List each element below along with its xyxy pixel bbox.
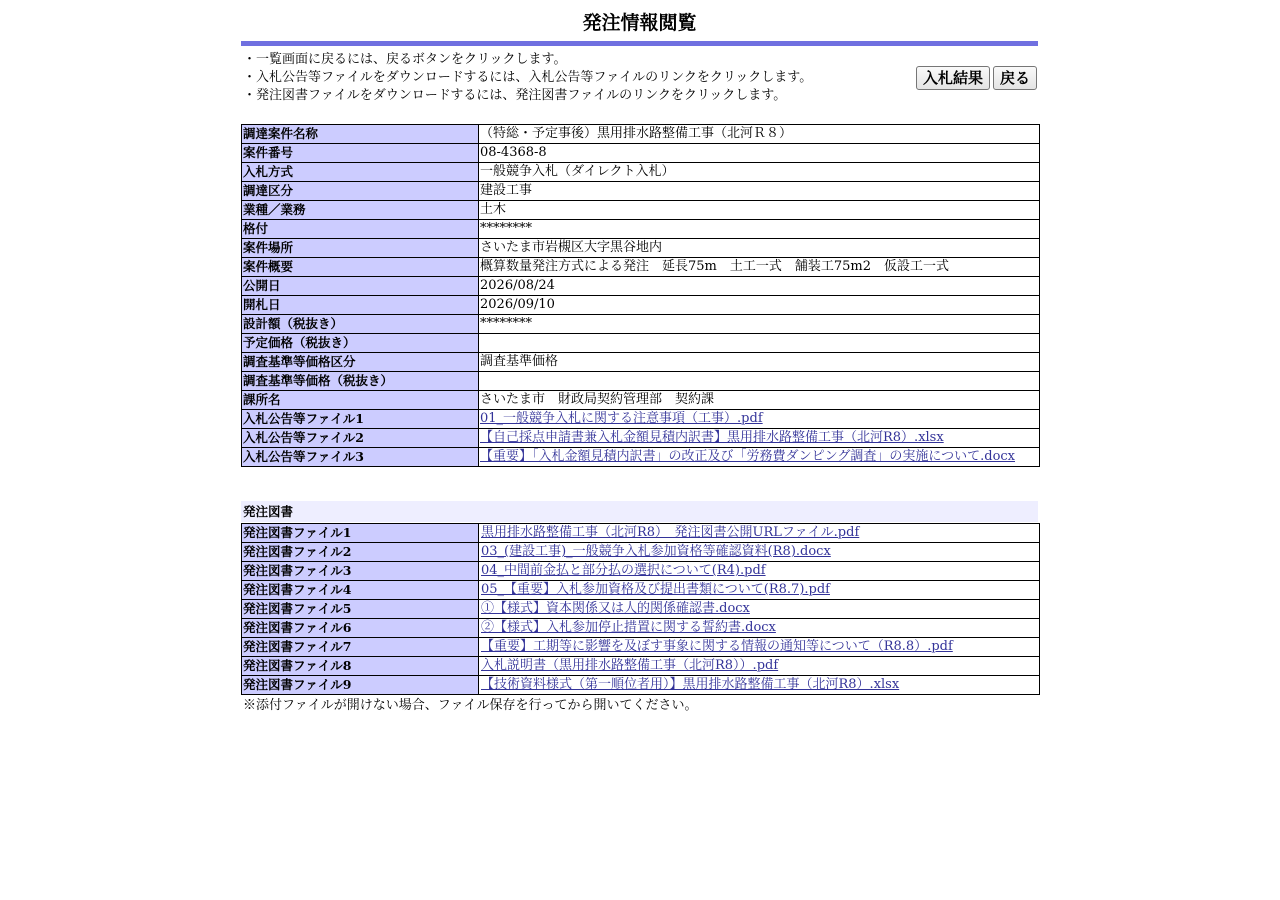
detail-row bbox=[242, 144, 1040, 163]
row-value-cell bbox=[479, 638, 1040, 657]
row-label: 格付 bbox=[242, 220, 479, 239]
detail-row bbox=[242, 239, 1040, 258]
file-download-link[interactable]: 04_中間前金払と部分払の選択について(R4).pdf bbox=[481, 563, 766, 578]
row-value-cell bbox=[479, 600, 1040, 619]
detail-row bbox=[242, 220, 1040, 239]
row-label: 設計額（税抜き） bbox=[242, 315, 479, 334]
detail-row bbox=[242, 372, 1040, 391]
bid-result-button[interactable]: 入札結果 bbox=[916, 66, 990, 90]
row-value-cell bbox=[479, 429, 1040, 448]
row-value: 2026/09/10 bbox=[479, 296, 1040, 315]
order-doc-row bbox=[242, 600, 1040, 619]
row-value: ******** bbox=[479, 220, 1040, 239]
row-label: 調査基準等価格（税抜き） bbox=[242, 372, 479, 391]
file-download-link[interactable]: ①【様式】資本関係又は人的関係確認書.docx bbox=[481, 601, 750, 616]
row-value-cell bbox=[479, 562, 1040, 581]
footer-note: ※添付ファイルが開けない場合、ファイル保存を行ってから開いてください。 bbox=[243, 698, 698, 713]
file-download-link[interactable]: 【自己採点申請書兼入札金額見積内訳書】黒用排水路整備工事（北河R8）.xlsx bbox=[480, 430, 944, 445]
file-download-link[interactable]: 【重要】工期等に影響を及ぼす事象に関する情報の通知等について（R8.8）.pdf bbox=[481, 639, 953, 654]
row-value: さいたま市岩槻区大字黒谷地内 bbox=[479, 239, 1040, 258]
row-value-cell bbox=[479, 543, 1040, 562]
row-label: 発注図書ファイル4 bbox=[242, 581, 479, 600]
instruction-area bbox=[241, 46, 1038, 124]
detail-row bbox=[242, 391, 1040, 410]
row-label: 案件概要 bbox=[242, 258, 479, 277]
row-value-cell bbox=[479, 410, 1040, 429]
row-label: 発注図書ファイル2 bbox=[242, 543, 479, 562]
row-value-cell bbox=[479, 581, 1040, 600]
order-docs-heading: 発注図書 bbox=[241, 501, 1038, 522]
row-value: ******** bbox=[479, 315, 1040, 334]
row-label: 入札公告等ファイル3 bbox=[242, 448, 479, 467]
row-label: 入札公告等ファイル1 bbox=[242, 410, 479, 429]
project-details-table bbox=[241, 124, 1040, 467]
detail-row bbox=[242, 334, 1040, 353]
instruction-line: ・一覧画面に戻るには、戻るボタンをクリックします。 bbox=[243, 52, 567, 67]
bid-file-row bbox=[242, 429, 1040, 448]
instruction-line: ・発注図書ファイルをダウンロードするには、発注図書ファイルのリンクをクリックします。 bbox=[243, 88, 787, 103]
detail-row bbox=[242, 182, 1040, 201]
detail-row bbox=[242, 353, 1040, 372]
row-label: 調達区分 bbox=[242, 182, 479, 201]
file-download-link[interactable]: 【重要】「入札金額見積内訳書」の改正及び「労務費ダンピング調査」の実施について.docx bbox=[480, 449, 1016, 464]
row-label: 公開日 bbox=[242, 277, 479, 296]
order-doc-row bbox=[242, 581, 1040, 600]
row-label: 業種／業務 bbox=[242, 201, 479, 220]
detail-row bbox=[242, 296, 1040, 315]
order-doc-row bbox=[242, 619, 1040, 638]
row-label: 入札公告等ファイル2 bbox=[242, 429, 479, 448]
row-label: 発注図書ファイル5 bbox=[242, 600, 479, 619]
row-label: 課所名 bbox=[242, 391, 479, 410]
row-label: 調達案件名称 bbox=[242, 125, 479, 144]
instruction-line: ・入札公告等ファイルをダウンロードするには、入札公告等ファイルのリンクをクリックします。 bbox=[243, 70, 813, 85]
row-value bbox=[479, 372, 1040, 391]
row-value: 一般競争入札（ダイレクト入札） bbox=[479, 163, 1040, 182]
row-value: 建設工事 bbox=[479, 182, 1040, 201]
instruction-list bbox=[243, 51, 812, 105]
detail-row bbox=[242, 277, 1040, 296]
detail-row bbox=[242, 315, 1040, 334]
order-doc-row bbox=[242, 562, 1040, 581]
row-value: 調査基準価格 bbox=[479, 353, 1040, 372]
page-container bbox=[241, 0, 1038, 715]
row-value: 2026/08/24 bbox=[479, 277, 1040, 296]
row-value: 概算数量発注方式による発注 延長75m 土工一式 舗装工75m2 仮設工一式 bbox=[479, 258, 1040, 277]
order-doc-row bbox=[242, 657, 1040, 676]
detail-row bbox=[242, 125, 1040, 144]
detail-row bbox=[242, 258, 1040, 277]
detail-row bbox=[242, 163, 1040, 182]
file-download-link[interactable]: 05_【重要】入札参加資格及び提出書類について(R8.7).pdf bbox=[481, 582, 830, 597]
row-label: 調査基準等価格区分 bbox=[242, 353, 479, 372]
row-value: さいたま市 財政局契約管理部 契約課 bbox=[479, 391, 1040, 410]
row-value bbox=[479, 334, 1040, 353]
row-label: 入札方式 bbox=[242, 163, 479, 182]
row-label: 発注図書ファイル8 bbox=[242, 657, 479, 676]
row-label: 予定価格（税抜き） bbox=[242, 334, 479, 353]
row-value: （特総・予定事後）黒用排水路整備工事（北河Ｒ８） bbox=[479, 125, 1040, 144]
row-value-cell bbox=[479, 448, 1040, 467]
file-download-link[interactable]: 01_一般競争入札に関する注意事項（工事）.pdf bbox=[480, 411, 763, 426]
row-label: 発注図書ファイル6 bbox=[242, 619, 479, 638]
row-value: 土木 bbox=[479, 201, 1040, 220]
file-download-link[interactable]: ②【様式】入札参加停止措置に関する誓約書.docx bbox=[481, 620, 776, 635]
row-label: 発注図書ファイル9 bbox=[242, 676, 479, 695]
row-value-cell bbox=[479, 657, 1040, 676]
page-title: 発注情報閲覧 bbox=[582, 12, 697, 34]
file-download-link[interactable]: 03_(建設工事)_一般競争入札参加資格等確認資料(R8).docx bbox=[481, 544, 831, 559]
button-group bbox=[916, 66, 1037, 90]
order-doc-row bbox=[242, 676, 1040, 695]
order-doc-row bbox=[242, 543, 1040, 562]
row-label: 発注図書ファイル7 bbox=[242, 638, 479, 657]
order-doc-row bbox=[242, 524, 1040, 543]
row-label: 案件場所 bbox=[242, 239, 479, 258]
row-value-cell bbox=[479, 676, 1040, 695]
row-label: 発注図書ファイル1 bbox=[242, 524, 479, 543]
row-value: 08-4368-8 bbox=[479, 144, 1040, 163]
row-label: 発注図書ファイル3 bbox=[242, 562, 479, 581]
row-value-cell bbox=[479, 619, 1040, 638]
order-doc-row bbox=[242, 638, 1040, 657]
file-download-link[interactable]: 黒用排水路整備工事（北河R8） 発注図書公開URLファイル.pdf bbox=[481, 525, 860, 540]
file-download-link[interactable]: 【技術資料様式（第一順位者用）】黒用排水路整備工事（北河R8）.xlsx bbox=[481, 677, 900, 692]
bid-file-row bbox=[242, 410, 1040, 429]
back-button[interactable]: 戻る bbox=[993, 66, 1037, 90]
detail-row bbox=[242, 201, 1040, 220]
row-label: 開札日 bbox=[242, 296, 479, 315]
bid-file-row bbox=[242, 448, 1040, 467]
row-label: 案件番号 bbox=[242, 144, 479, 163]
file-download-link[interactable]: 入札説明書（黒用排水路整備工事（北河R8））.pdf bbox=[481, 658, 779, 673]
row-value-cell bbox=[479, 524, 1040, 543]
order-docs-table bbox=[241, 523, 1040, 695]
